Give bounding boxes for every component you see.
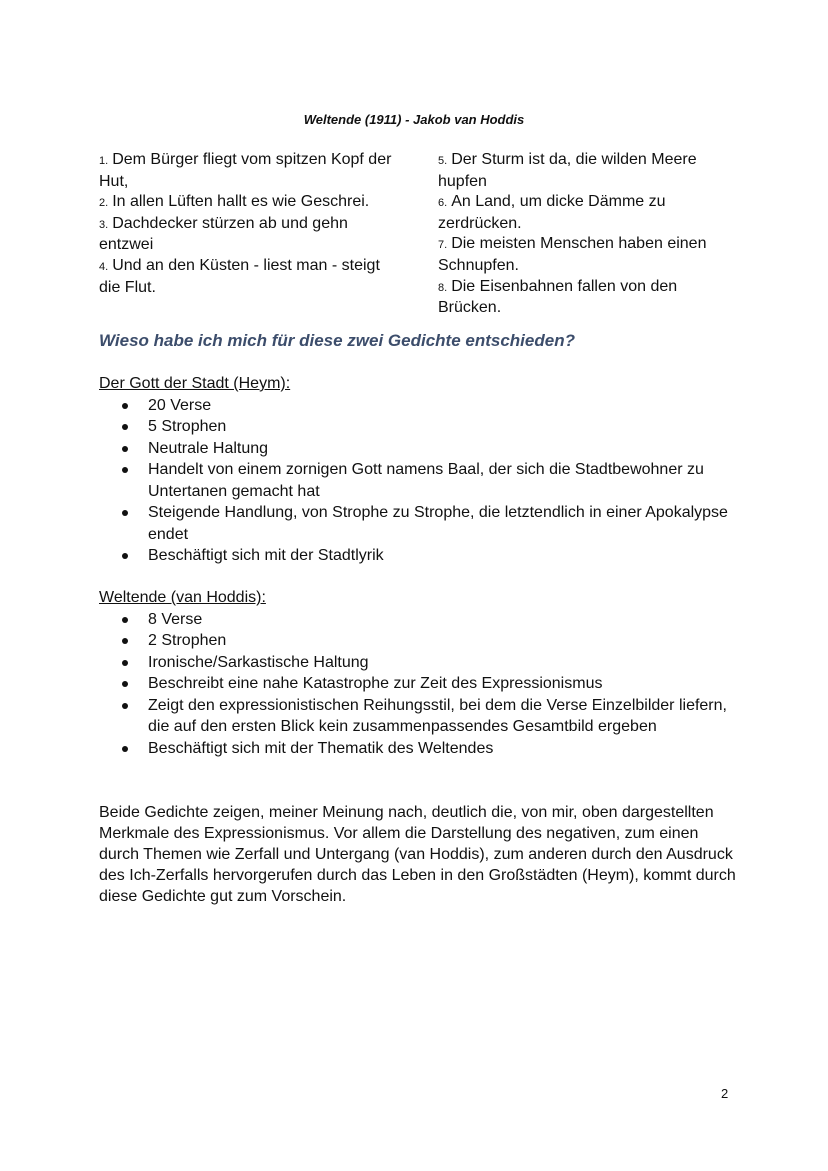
bullet-icon	[122, 617, 128, 623]
poem-verse	[99, 192, 399, 214]
verse-text: Die meisten Menschen haben einen Schnupfen.	[438, 235, 707, 274]
poem-verse	[438, 234, 738, 276]
list-item	[99, 673, 739, 695]
list-item-text: 20 Verse	[148, 396, 212, 414]
list-item	[99, 695, 739, 738]
list-item-text: 5 Strophen	[148, 418, 227, 435]
section-heym	[99, 373, 739, 567]
poem-column-left	[99, 150, 399, 298]
verse-number: 4.	[99, 260, 109, 273]
verse-text: Die Eisenbahnen fallen von den Brücken.	[438, 277, 678, 317]
list-item-text: Handelt von einem zornigen Gott namens Baal, der sich die Stadtbewohner zu Untertanen gemacht hat	[148, 461, 704, 500]
list-item-text: Beschreibt eine nahe Katastrophe zur Zeit des Expressionismus	[148, 675, 603, 692]
bullet-icon	[122, 746, 128, 752]
verse-text: Und an den Küsten - liest man - steigt die Flut.	[99, 256, 380, 296]
list-item-text: Neutrale Haltung	[148, 439, 269, 457]
list-item	[99, 502, 739, 545]
verse-text: Dachdecker stürzen ab und gehn entzwei	[99, 214, 348, 254]
conclusion-paragraph: Beide Gedichte zeigen, meiner Meinung nach, deutlich die, von mir, oben dargestellten Merkmale des Expressionismus. Vor allem die Darstellung des negativen, zum einen durch Themen wie Zerfall und Untergang (van Hoddis), zum anderen durch den Ausdruck des Ich-Zerfalls hervorgerufen durch das Leben in den Großstädten (Heym), kommt durch diese Gedichte gut zum Vorschein.	[99, 804, 736, 905]
list-item	[99, 630, 739, 652]
bullet-list	[99, 395, 739, 567]
page-number: 2	[721, 1086, 729, 1101]
list-item	[99, 395, 739, 417]
list-item-text: Beschäftigt sich mit der Stadtlyrik	[148, 547, 384, 564]
verse-text: An Land, um dicke Dämme zu zerdrücken.	[438, 193, 666, 232]
verse-number: 1.	[99, 155, 109, 167]
poem-verse	[438, 277, 738, 319]
verse-text: Dem Bürger fliegt vom spitzen Kopf der Hut,	[99, 151, 392, 190]
list-item	[99, 416, 739, 438]
list-item-text: Zeigt den expressionistischen Reihungsstil, bei dem die Verse Einzelbilder liefern, die auf den ersten Blick kein zusammenpassendes Gesamtbild ergeben	[148, 696, 727, 735]
verse-text: In allen Lüften hallt es wie Geschrei.	[112, 193, 370, 211]
verse-number: 2.	[99, 197, 109, 210]
bullet-icon	[122, 467, 128, 473]
bullet-icon	[122, 510, 128, 516]
list-item	[99, 738, 739, 760]
bullet-icon	[122, 638, 128, 644]
list-item	[99, 609, 739, 631]
bullet-icon	[122, 553, 128, 559]
poem-column-right	[438, 150, 738, 319]
poem-title: Weltende (1911) - Jakob van Hoddis	[303, 112, 525, 127]
section-heading: Der Gott der Stadt (Heym):	[99, 375, 291, 392]
poem-verse	[99, 214, 399, 256]
poem-verse	[438, 192, 738, 234]
list-item	[99, 438, 739, 460]
list-item-text: 8 Verse	[148, 610, 203, 628]
list-item-text: Ironische/Sarkastische Haltung	[148, 653, 369, 671]
verse-number: 7.	[438, 239, 448, 252]
bullet-icon	[122, 424, 128, 430]
list-item-text: 2 Strophen	[148, 632, 227, 649]
list-item	[99, 545, 739, 567]
bullet-list	[99, 609, 739, 760]
list-item	[99, 459, 739, 502]
verse-number: 5.	[438, 155, 448, 167]
verse-number: 8.	[438, 281, 448, 294]
poem-verse	[438, 150, 738, 192]
verse-number: 3.	[99, 218, 109, 231]
verse-number: 6.	[438, 197, 448, 210]
bullet-icon	[122, 681, 128, 687]
bullet-icon	[122, 403, 128, 409]
list-item	[99, 652, 739, 674]
list-item-text: Steigende Handlung, von Strophe zu Strophe, die letztendlich in einer Apokalypse endet	[148, 504, 728, 543]
section-heading: Weltende (van Hoddis):	[99, 589, 266, 606]
bullet-icon	[122, 660, 128, 666]
list-item-text: Beschäftigt sich mit der Thematik des Weltendes	[148, 739, 494, 757]
bullet-icon	[122, 446, 128, 452]
section-van-hoddis	[99, 587, 739, 759]
verse-text: Der Sturm ist da, die wilden Meere hupfen	[438, 151, 697, 190]
poem-verse	[99, 256, 399, 298]
bullet-icon	[122, 703, 128, 709]
poem-verse	[99, 150, 399, 192]
section-question-heading: Wieso habe ich mich für diese zwei Gedichte entschieden?	[99, 331, 575, 350]
